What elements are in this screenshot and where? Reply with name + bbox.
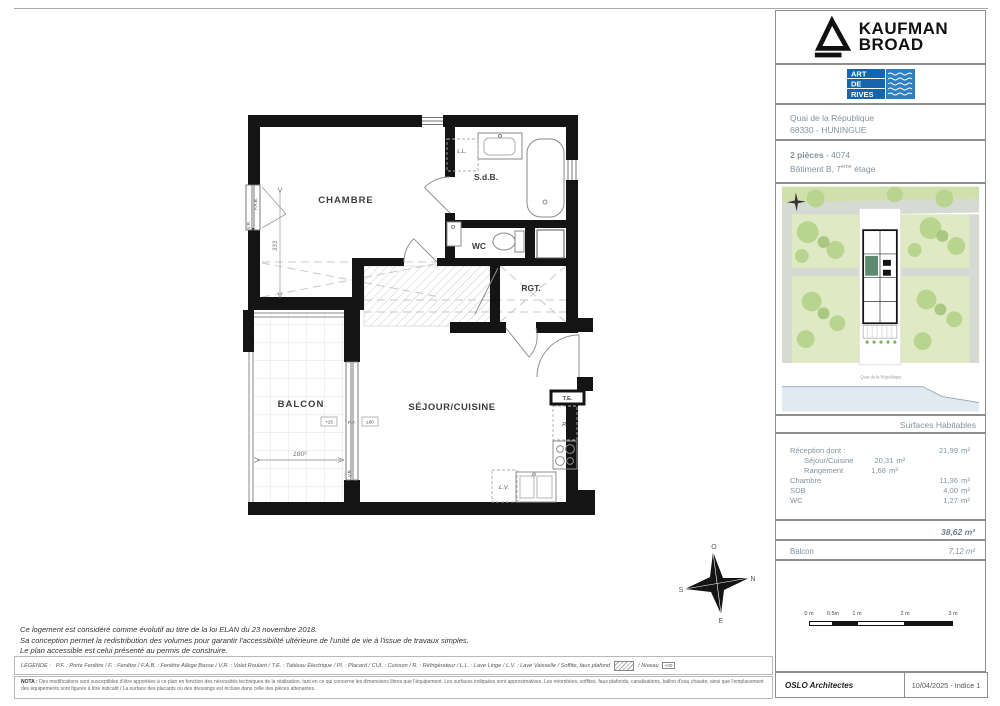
row-unit: m² [889, 466, 898, 475]
row-unit: m² [961, 476, 970, 485]
row-unit: m² [961, 446, 970, 455]
site-plan-panel [775, 183, 986, 415]
program-logo-line1: ART [850, 69, 866, 79]
brand-panel [775, 10, 986, 64]
table-row [790, 466, 975, 476]
label-refrigerateur: R. [562, 422, 568, 428]
elan-line2: Sa conception permet la redistribution des volumes pour garantir l'accessibilité ultérieure de l'unité de vie à l'issue de travaux simples. [20, 635, 469, 645]
row-label: Rangement [804, 466, 844, 475]
room-label-sdb: S.d.B. [473, 172, 499, 182]
brand-line1: KAUFMAN [858, 19, 949, 38]
brand-line2: BROAD [858, 35, 924, 54]
room-label-wc: WC [471, 241, 487, 251]
plan-date: 10/04/2025 - Indice 1 [911, 680, 981, 690]
elan-line3: Le plan accessible est celui présenté au permis de construire. [20, 646, 228, 655]
scale-segment [833, 621, 857, 626]
site-plan-map [776, 184, 985, 414]
label-tableau-electrique: T.E. [562, 396, 573, 402]
row-unit: m² [896, 456, 906, 465]
row-unit: m² [961, 496, 970, 505]
unit-building-post: étage [851, 163, 876, 174]
site-highlighted-unit [865, 256, 878, 276]
row-value: 1,68 [871, 466, 886, 475]
unit-type-line [790, 149, 985, 161]
row-value: 20,31 [874, 456, 894, 465]
brand-name [859, 21, 948, 53]
address-street: Quai de la République [790, 113, 875, 123]
art-de-rives-logo [847, 69, 915, 99]
date-cell [904, 672, 988, 698]
surfaces-table [775, 433, 986, 520]
row-value: 4,00 [943, 486, 958, 495]
nota-text: Des modifications sont susceptibles d'être apportées à ce plan en fonction des nécessités techniques de la réalisation, tant en ce qui concerne les dimensions libres que l'équipement. Les surfaces indiquées sont approximatives. Les retombées, soffites, faux plafonds, canalisations, ballon d'eau chaude, ainsi que l'emplacement des équipements sont figurés à titre indicatif / La surface des placards ou des dressings est incluse dans celle des pièces attenantes. [21, 679, 764, 692]
table-row [790, 496, 975, 506]
scale-tick-label: 0.5m [826, 611, 840, 617]
unit-building-sup: ème [841, 164, 852, 170]
soffit-hatch-swatch [614, 661, 634, 671]
label-volet-roulant-door: V.R. [347, 468, 352, 478]
label-porte-fenetre: P.F. [348, 421, 356, 426]
room-label-sejour: SÉJOUR/CUISINE [408, 402, 496, 413]
duct-shaft [537, 230, 564, 258]
label-volet-roulant-window: V.R. [246, 220, 251, 230]
scale-segment [905, 621, 953, 626]
scale-tick-label: 2 m [900, 611, 910, 617]
table-row [790, 476, 975, 486]
row-label: WC [790, 496, 803, 505]
unit-sep: - [825, 150, 829, 160]
soffit-hatch-area [364, 266, 490, 326]
row-value: 21,99 [938, 446, 958, 455]
row-unit: m² [961, 486, 970, 495]
room-label-chambre: CHAMBRE [318, 195, 374, 206]
site-street-label: Quai de la République [860, 374, 902, 380]
kitchen-sink [516, 472, 556, 502]
level-floor: ±00 [366, 419, 374, 425]
address-city: 68330 - HUNINGUE [790, 125, 867, 135]
table-row [790, 446, 975, 456]
program-logo-panel [775, 64, 986, 104]
row-label: Chambre [790, 476, 822, 485]
dim-180: 180⁵ [292, 451, 308, 458]
surfaces-title: Surfaces Habitables [899, 420, 976, 430]
window-swing [262, 187, 286, 228]
compass-east: E [718, 618, 724, 625]
unit-number: 4074 [831, 150, 851, 160]
wc-sink [447, 222, 461, 246]
room-label-balcon: BALCON [277, 399, 325, 410]
total-surface-value: 38,62 m² [940, 527, 975, 537]
architect-name: OSLO Architectes [785, 680, 854, 690]
bathroom-sink [478, 133, 522, 159]
label-lave-vaisselle: L.V. [499, 485, 509, 491]
scale-segment [857, 621, 905, 626]
row-label: Séjour/Cuisine [804, 456, 854, 465]
compass-north: N [750, 576, 756, 583]
scale-tick-label: 1 m [852, 611, 862, 617]
nota-box [14, 676, 773, 699]
row-value: 1,27 [943, 496, 958, 505]
row-label: SDB [790, 486, 806, 495]
balcony-value: 7,12 m² [948, 547, 975, 556]
unit-type: 2 pièces [790, 150, 824, 160]
scale-tick-label: 3 m [948, 611, 958, 617]
label-fenetre-allege-basse: F.A.B. [253, 198, 258, 210]
table-row [790, 486, 975, 496]
architect-cell [775, 672, 905, 698]
legend-label: LÉGENDE : [21, 662, 51, 669]
level-balcony: +15 [325, 419, 333, 425]
scale-tick-label: 0 m [804, 611, 814, 617]
room-label-rgt: RGT. [521, 283, 541, 293]
label-lave-linge: L.L. [457, 149, 467, 155]
compass-west: O [711, 544, 717, 551]
elan-note [20, 625, 760, 657]
compass-south: S [678, 587, 684, 594]
elan-line1: Ce logement est considéré comme évolutif au titre de la loi ELAN du 23 novembre 2018. [20, 625, 318, 634]
surfaces-header [775, 415, 986, 433]
row-value: 11,36 [939, 476, 958, 485]
balcony-label: Balcon [790, 547, 814, 556]
wc-toilet [493, 231, 524, 252]
address-panel [775, 104, 986, 140]
legend-box [14, 656, 773, 675]
total-surface-row [775, 520, 986, 540]
unit-building-pre: Bâtiment B, 7 [790, 163, 842, 174]
unit-building-line [790, 161, 985, 175]
program-logo-line2: DE [850, 79, 861, 89]
nota-label: NOTA : [21, 679, 38, 685]
scale-bar [804, 611, 958, 631]
kaufman-broad-logo-icon [813, 17, 851, 57]
row-label: Réception dont : [790, 446, 846, 455]
dim-333: 333 [272, 240, 279, 252]
program-logo-line3: RIVES [850, 90, 874, 99]
site-building [863, 230, 897, 344]
legend-text: P.F. : Porte Fenêtre / F. : Fenêtre / F.A.B. : Fenêtre Allège Basse / V.R. : Volet Roulant / T.E. : Tableau Électrique / Pl. : Placard / CUI. : Cuisson / R. : Réfrigérateur / L.L. : Lave Linge / L.V. : Lave Vaisselle / Soffite, faux plafond [55, 662, 611, 669]
scale-segment [809, 621, 833, 626]
compass-rose [679, 544, 756, 625]
table-row [790, 456, 975, 466]
scale-bar-panel [775, 560, 986, 672]
bathtub [527, 139, 564, 217]
legend-niveau-label: / Niveau [638, 662, 659, 669]
balcony-surface-row [775, 540, 986, 560]
legend-niveau-box: +00 [662, 662, 676, 669]
unit-panel [775, 140, 986, 183]
